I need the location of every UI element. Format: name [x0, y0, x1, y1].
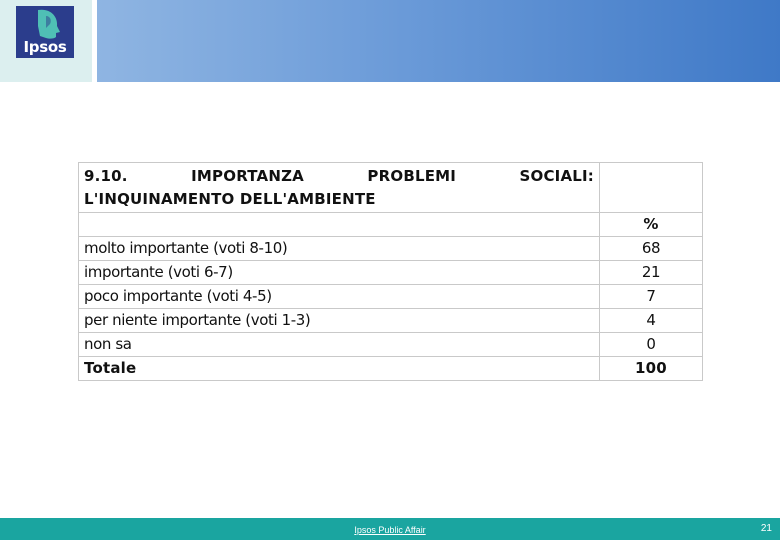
footer-link[interactable]: Ipsos Public Affair [354, 525, 426, 535]
table-row [79, 261, 703, 285]
table-title [79, 163, 600, 213]
percent-header: % [600, 213, 703, 237]
row-label: per niente importante (voti 1-3) [79, 309, 600, 333]
empty-cell [79, 213, 600, 237]
row-label: non sa [79, 333, 600, 357]
row-value: 7 [600, 285, 703, 309]
row-value: 21 [600, 261, 703, 285]
footer-bar [0, 518, 780, 540]
page-number: 21 [760, 523, 772, 534]
title-word: 9.10. [84, 167, 128, 185]
header-row [79, 213, 703, 237]
row-value: 0 [600, 333, 703, 357]
total-value: 100 [600, 357, 703, 381]
logo-text: Ipsos [23, 38, 67, 56]
data-table [78, 162, 703, 381]
table-row [79, 237, 703, 261]
row-label: importante (voti 6-7) [79, 261, 600, 285]
row-value: 4 [600, 309, 703, 333]
empty-cell [600, 163, 703, 213]
title-word: IMPORTANZA [191, 167, 304, 185]
logo-panel [0, 0, 92, 82]
row-label: molto importante (voti 8-10) [79, 237, 600, 261]
title-word: SOCIALI: [519, 167, 594, 185]
table-row [79, 285, 703, 309]
row-value: 68 [600, 237, 703, 261]
row-label: poco importante (voti 4-5) [79, 285, 600, 309]
table-title-row [79, 163, 703, 213]
total-row [79, 357, 703, 381]
title-word: PROBLEMI [367, 167, 457, 185]
ipsos-logo [16, 6, 74, 58]
title-line-2: L'INQUINAMENTO DELL'AMBIENTE [84, 190, 376, 208]
table-row [79, 333, 703, 357]
header-band [97, 0, 780, 82]
total-label: Totale [79, 357, 600, 381]
table-row [79, 309, 703, 333]
